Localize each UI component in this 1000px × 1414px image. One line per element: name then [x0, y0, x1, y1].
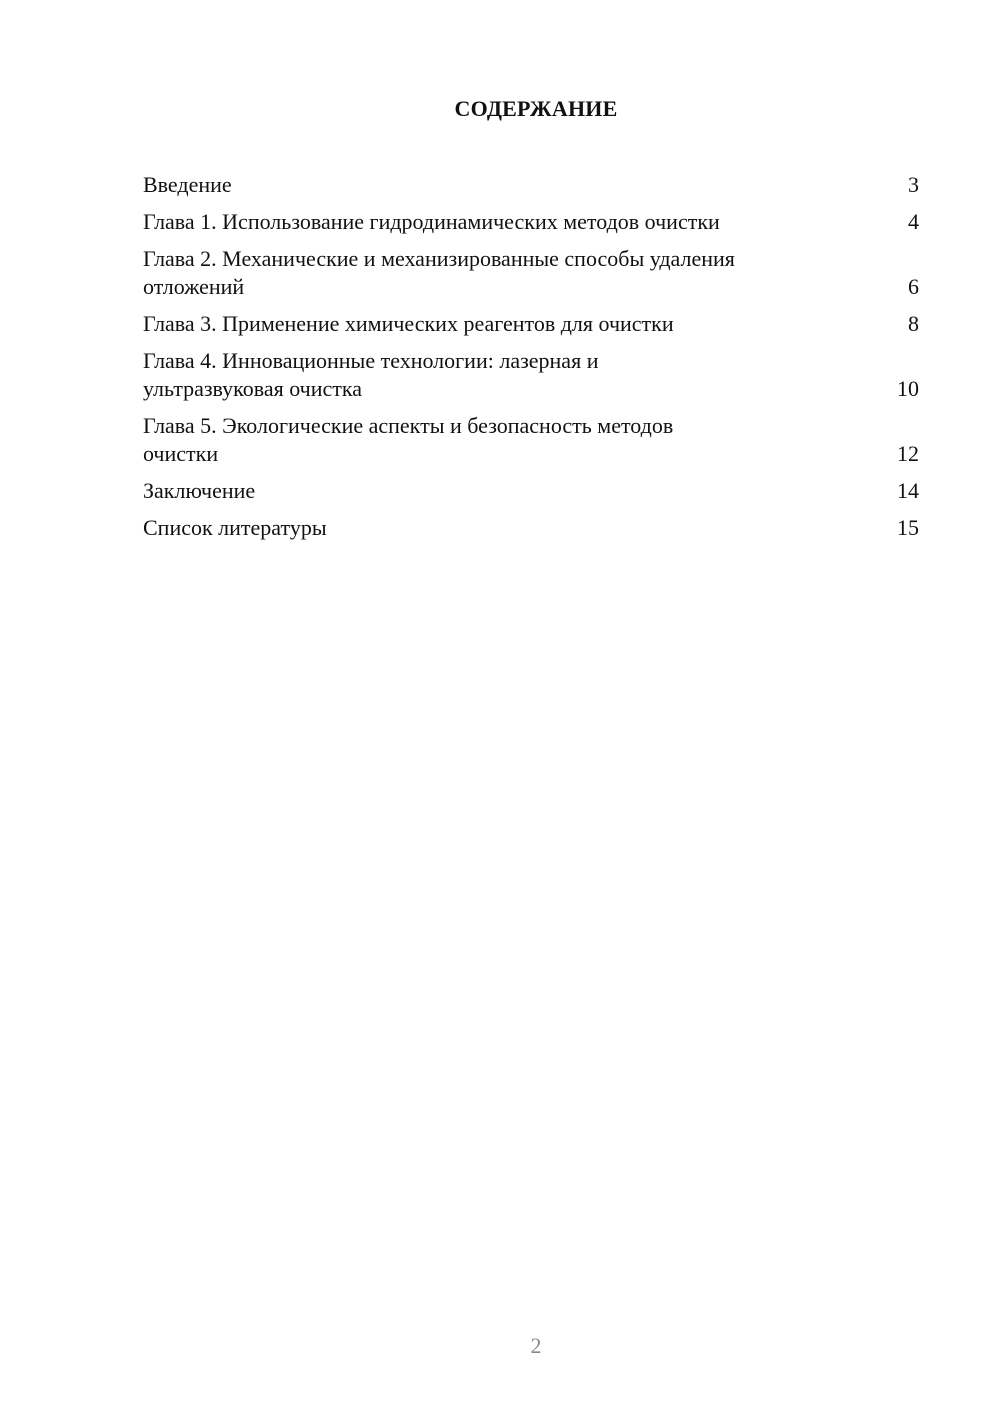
- toc-entry-label: Заключение: [143, 478, 256, 503]
- toc-entry-introduction: [143, 171, 919, 199]
- table-of-contents: [143, 171, 919, 551]
- toc-entry-chapter-4: [143, 347, 919, 403]
- toc-entry-page: 6: [908, 274, 919, 299]
- toc-entry-page: 12: [897, 441, 919, 466]
- toc-entry-label: Глава 2. Механические и механизированные способы удаления отложений: [143, 246, 735, 299]
- toc-entry-page: 14: [897, 478, 919, 503]
- toc-entry-conclusion: [143, 477, 919, 505]
- toc-entry-chapter-2: [143, 245, 919, 301]
- toc-entry-label: Глава 3. Применение химических реагентов для очистки: [143, 311, 674, 336]
- toc-entry-chapter-1: [143, 208, 919, 236]
- toc-entry-label: Введение: [143, 172, 232, 197]
- page-number: 2: [530, 1333, 542, 1358]
- toc-entry-page: 8: [908, 311, 919, 336]
- toc-entry-label: Глава 5. Экологические аспекты и безопасность методов очистки: [143, 413, 674, 466]
- toc-entry-page: 15: [897, 515, 919, 540]
- toc-entry-page: 4: [908, 209, 919, 234]
- toc-entry-page: 10: [897, 376, 919, 401]
- toc-entry-label: Глава 4. Инновационные технологии: лазерная и ультразвуковая очистка: [143, 348, 599, 401]
- toc-entry-label: Глава 1. Использование гидродинамических методов очистки: [143, 209, 720, 234]
- toc-entry-chapter-3: [143, 310, 919, 338]
- toc-title: СОДЕРЖАНИЕ: [454, 96, 618, 121]
- toc-entry-references: [143, 514, 919, 542]
- toc-entry-chapter-5: [143, 412, 919, 468]
- toc-entry-label: Список литературы: [143, 515, 327, 540]
- toc-entry-page: 3: [908, 172, 919, 197]
